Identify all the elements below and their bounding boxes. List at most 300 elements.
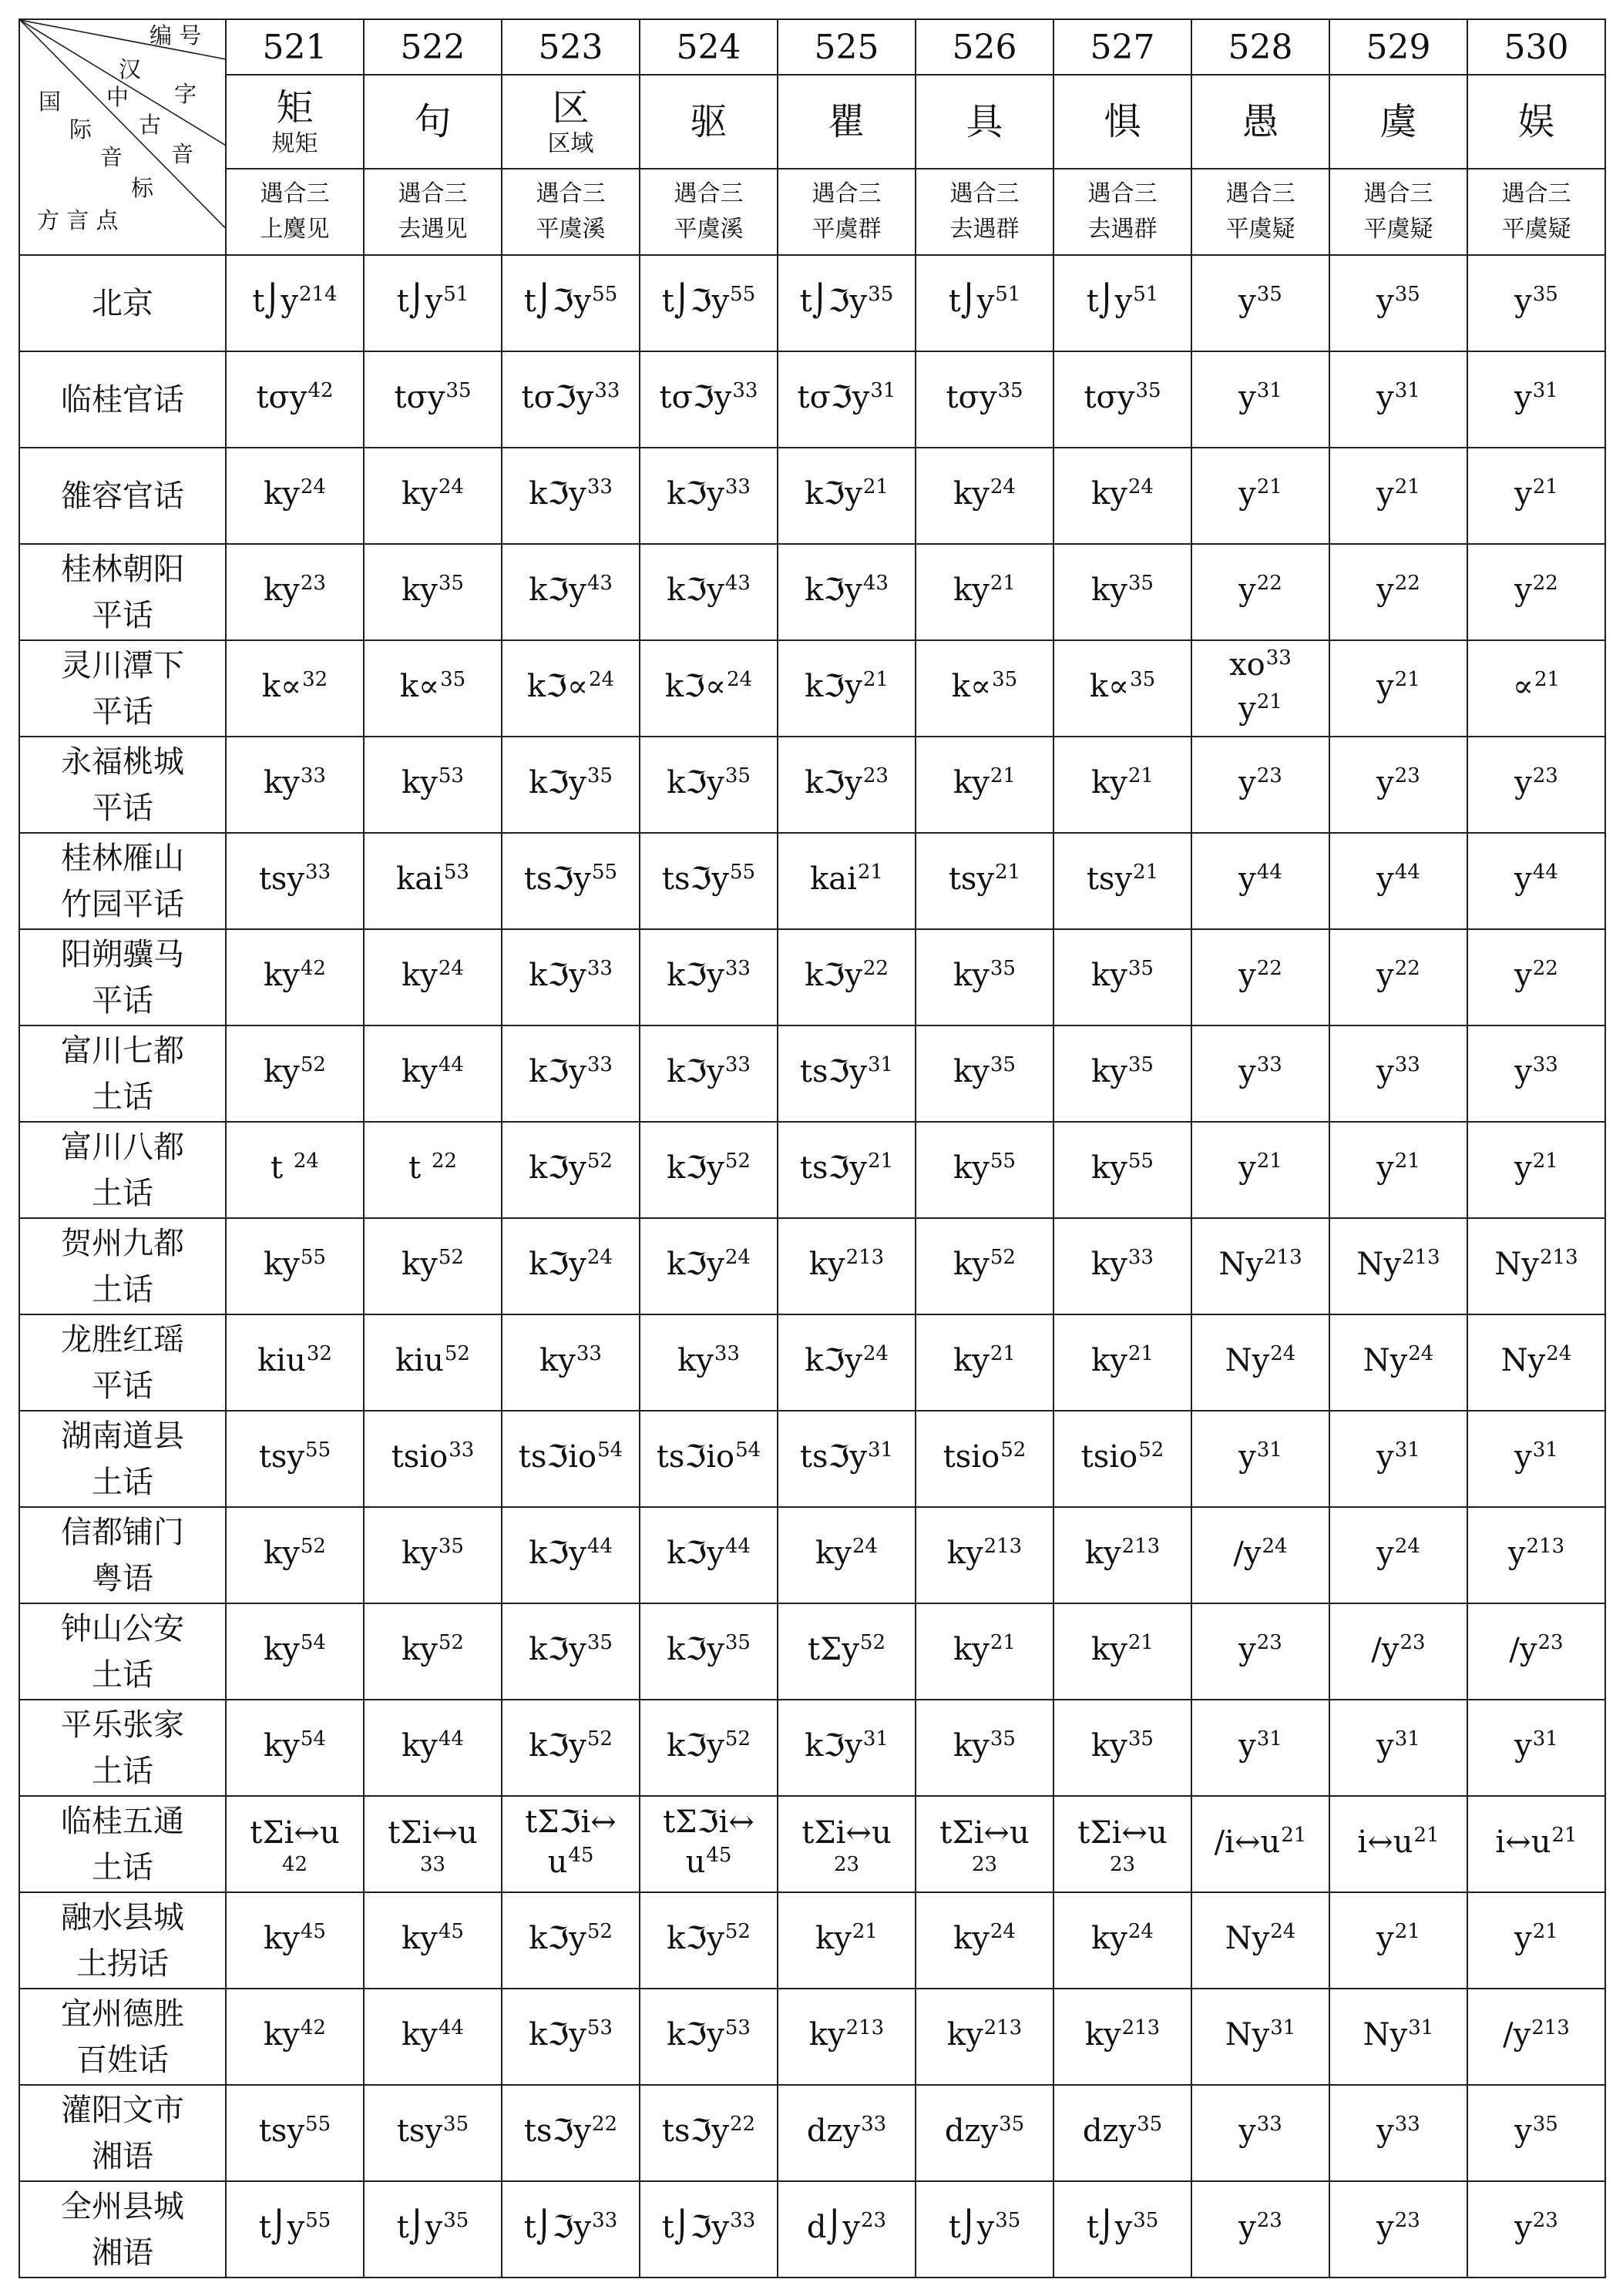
tone-value: 22 bbox=[431, 1150, 457, 1173]
pronunciation-cell bbox=[1329, 1218, 1467, 1314]
pronunciation-cell bbox=[1191, 1700, 1329, 1796]
pronunciation-cell bbox=[364, 2181, 502, 2278]
pronunciation-reading bbox=[227, 955, 363, 999]
pronunciation-cell bbox=[364, 833, 502, 929]
tone-value: 42 bbox=[281, 1852, 308, 1876]
middle-chinese-line: 平虞溪 bbox=[536, 216, 606, 243]
reading-segment: ky bbox=[1091, 1343, 1127, 1378]
pronunciation-reading bbox=[640, 763, 777, 807]
char-number: 521 bbox=[226, 19, 364, 75]
tone-value: 51 bbox=[443, 283, 469, 306]
reading-segment: kℑy bbox=[529, 1150, 586, 1186]
middle-chinese-line: 遇合三 bbox=[1087, 180, 1158, 207]
tone-value: 55 bbox=[990, 1150, 1016, 1173]
reading-segment: tΣℑi↔ bbox=[663, 1804, 754, 1840]
reading-segment: kℑy bbox=[805, 476, 862, 512]
tone-value: 24 bbox=[990, 1920, 1016, 1943]
tone-value: 21 bbox=[1394, 1150, 1420, 1173]
tone-value: 22 bbox=[1532, 572, 1558, 595]
pronunciation-reading bbox=[502, 2111, 639, 2155]
tone-value: 21 bbox=[862, 668, 889, 691]
tone-value: 33 bbox=[714, 1342, 740, 1365]
pronunciation-cell bbox=[1467, 833, 1605, 929]
pronunciation-reading bbox=[502, 955, 639, 999]
reading-segment: dzy bbox=[806, 2113, 861, 2149]
pronunciation-cell bbox=[226, 1700, 364, 1796]
pronunciation-cell bbox=[1329, 255, 1467, 351]
pronunciation-reading bbox=[1468, 378, 1605, 421]
tone-value: 44 bbox=[438, 1053, 464, 1076]
pronunciation-cell bbox=[364, 1025, 502, 1122]
pronunciation-reading bbox=[1192, 281, 1329, 325]
dialect-location-line: 湖南道县 bbox=[61, 1418, 184, 1454]
tone-value: 24 bbox=[293, 1150, 319, 1173]
tone-value: 21 bbox=[990, 764, 1016, 787]
pronunciation-cell bbox=[226, 1892, 364, 1989]
dialect-location-line: 富川八都 bbox=[61, 1129, 184, 1165]
pronunciation-cell bbox=[364, 1218, 502, 1314]
pronunciation-cell bbox=[778, 929, 916, 1025]
pronunciation-reading bbox=[640, 570, 777, 614]
tone-value: 35 bbox=[1135, 379, 1161, 402]
tone-value: 52 bbox=[724, 1920, 751, 1943]
pronunciation-cell bbox=[364, 351, 502, 448]
char-number: 530 bbox=[1467, 19, 1605, 75]
reading-segment: Ny bbox=[1363, 1343, 1408, 1378]
dialect-location-line: 平话 bbox=[92, 790, 153, 826]
pronunciation-reading bbox=[1192, 1533, 1329, 1577]
pronunciation-cell bbox=[916, 1122, 1053, 1218]
tone-value: 35 bbox=[1130, 668, 1156, 691]
pronunciation-reading bbox=[916, 2207, 1053, 2251]
tone-value: 55 bbox=[730, 283, 756, 306]
dialect-location-line: 平乐张家 bbox=[61, 1707, 184, 1743]
pronunciation-reading bbox=[916, 1244, 1053, 1288]
dialect-row bbox=[19, 737, 1605, 833]
reading-segment: t bbox=[408, 1150, 431, 1186]
pronunciation-cell bbox=[778, 1507, 916, 1603]
reading-segment: tσℑy bbox=[797, 380, 870, 415]
tone-value: 45 bbox=[706, 1844, 732, 1867]
reading-segment: y bbox=[1238, 380, 1256, 415]
tone-value: 55 bbox=[305, 1438, 331, 1462]
pronunciation-cell bbox=[640, 1025, 778, 1122]
tone-value: 42 bbox=[300, 2016, 326, 2039]
pronunciation-cell bbox=[1467, 1314, 1605, 1411]
pronunciation-reading bbox=[1468, 281, 1605, 325]
pronunciation-reading bbox=[1054, 1341, 1191, 1385]
pronunciation-cell bbox=[502, 1218, 640, 1314]
dialect-row bbox=[19, 255, 1605, 351]
reading-segment: tsℑy bbox=[799, 1150, 867, 1186]
tone-value: 33 bbox=[586, 475, 613, 498]
pronunciation-reading bbox=[1330, 1822, 1467, 1866]
tone-value: 35 bbox=[997, 379, 1023, 402]
tone-value: 24 bbox=[1127, 1920, 1154, 1943]
dialect-row bbox=[19, 1989, 1605, 2085]
pronunciation-reading bbox=[365, 955, 501, 999]
pronunciation-cell bbox=[640, 833, 778, 929]
tone-value: 22 bbox=[1532, 957, 1558, 980]
tone-value: 55 bbox=[592, 283, 618, 306]
dialect-location-line: 灌阳文市 bbox=[61, 2092, 184, 2128]
pronunciation-reading bbox=[1330, 570, 1467, 614]
tone-value: 52 bbox=[438, 1246, 464, 1269]
pronunciation-reading bbox=[1330, 2015, 1467, 2059]
pronunciation-reading bbox=[227, 1726, 363, 1770]
pronunciation-cell bbox=[1053, 833, 1191, 929]
middle-chinese-category bbox=[1191, 169, 1329, 255]
corner-label-yin-zhonggu: 音 bbox=[171, 141, 194, 167]
pronunciation-cell bbox=[1467, 1122, 1605, 1218]
tone-value: 21 bbox=[1127, 764, 1154, 787]
pronunciation-cell bbox=[226, 929, 364, 1025]
tone-value: 52 bbox=[300, 1053, 326, 1076]
reading-segment: t⌡y bbox=[396, 2210, 443, 2245]
pronunciation-reading bbox=[1054, 1533, 1191, 1577]
pronunciation-reading bbox=[365, 1918, 501, 1962]
reading-segment: ky bbox=[539, 1343, 576, 1378]
dialect-row bbox=[19, 1122, 1605, 1218]
pronunciation-cell bbox=[640, 1507, 778, 1603]
tone-value: 52 bbox=[1000, 1438, 1027, 1462]
reading-segment: y bbox=[1514, 1728, 1532, 1764]
middle-chinese-category bbox=[502, 169, 640, 255]
pronunciation-cell bbox=[1467, 1507, 1605, 1603]
pronunciation-cell bbox=[502, 2085, 640, 2181]
reading-segment: k∝ bbox=[261, 669, 302, 704]
character-cell bbox=[640, 75, 778, 169]
tone-value: 55 bbox=[305, 2113, 331, 2136]
pronunciation-reading bbox=[916, 1533, 1053, 1577]
tone-value: 54 bbox=[300, 1727, 326, 1751]
pronunciation-cell bbox=[502, 929, 640, 1025]
pronunciation-cell bbox=[1191, 255, 1329, 351]
pronunciation-reading bbox=[502, 281, 639, 325]
reading-segment: /y bbox=[1503, 2017, 1531, 2053]
pronunciation-reading bbox=[1054, 1244, 1191, 1288]
pronunciation-reading bbox=[640, 1726, 777, 1770]
pronunciation-cell bbox=[1329, 1507, 1467, 1603]
corner-label-yin-intl: 音 bbox=[100, 144, 123, 170]
reading-segment: kℑy bbox=[529, 1054, 586, 1089]
pronunciation-cell bbox=[1467, 1700, 1605, 1796]
pronunciation-cell bbox=[778, 833, 916, 929]
pronunciation-cell bbox=[640, 1796, 778, 1892]
pronunciation-cell bbox=[226, 1122, 364, 1218]
reading-segment: tsℑy bbox=[661, 2113, 729, 2149]
reading-segment: tΣi↔u bbox=[1077, 1814, 1168, 1851]
pronunciation-cell bbox=[1053, 1218, 1191, 1314]
reading-segment: kℑy bbox=[805, 1728, 862, 1764]
middle-chinese-line: 平虞疑 bbox=[1363, 216, 1433, 243]
tone-value: 44 bbox=[724, 1535, 751, 1558]
middle-chinese-line: 去遇见 bbox=[398, 216, 468, 243]
tone-value: 31 bbox=[870, 379, 896, 402]
pronunciation-reading bbox=[778, 763, 915, 807]
pronunciation-cell bbox=[916, 544, 1053, 640]
pronunciation-cell bbox=[1191, 351, 1329, 448]
reading-segment: kℑy bbox=[529, 1632, 586, 1667]
reading-segment: kiu bbox=[395, 1343, 444, 1378]
tone-value: 33 bbox=[724, 957, 751, 980]
reading-segment: tσy bbox=[1084, 380, 1135, 415]
reading-segment: t bbox=[270, 1150, 293, 1186]
pronunciation-cell bbox=[502, 737, 640, 833]
reading-segment: Ny bbox=[1500, 1343, 1546, 1378]
tone-value: 33 bbox=[1127, 1246, 1154, 1269]
pronunciation-reading bbox=[1468, 1630, 1605, 1673]
dialect-location bbox=[19, 2085, 226, 2181]
reading-segment: y bbox=[1238, 1728, 1256, 1764]
tone-value: 24 bbox=[1408, 1342, 1434, 1365]
pronunciation-reading bbox=[502, 1842, 639, 1886]
reading-segment: ∕y bbox=[1233, 1536, 1262, 1571]
dialect-location bbox=[19, 833, 226, 929]
reading-segment: tΣi↔u bbox=[939, 1814, 1030, 1851]
dialect-location-line: 粤语 bbox=[92, 1560, 153, 1596]
dialect-location-line: 信都铺门 bbox=[61, 1514, 184, 1550]
pronunciation-cell bbox=[916, 2085, 1053, 2181]
reading-segment: kℑy bbox=[667, 572, 724, 608]
tone-value: 52 bbox=[444, 1342, 470, 1365]
reading-segment: ky bbox=[1091, 958, 1127, 993]
tone-value: 35 bbox=[990, 1727, 1016, 1751]
pronunciation-cell bbox=[916, 640, 1053, 737]
pronunciation-reading bbox=[365, 1630, 501, 1673]
reading-segment: y bbox=[1238, 284, 1256, 319]
pronunciation-reading bbox=[227, 1533, 363, 1577]
pronunciation-cell bbox=[1191, 1507, 1329, 1603]
tone-value: 33 bbox=[1532, 1053, 1558, 1076]
reading-segment: kai bbox=[396, 861, 443, 897]
pronunciation-cell bbox=[226, 255, 364, 351]
pronunciation-cell bbox=[640, 1700, 778, 1796]
tone-value: 52 bbox=[990, 1246, 1016, 1269]
tone-value: 33 bbox=[1394, 2113, 1420, 2136]
tone-value: 35 bbox=[1127, 1727, 1154, 1751]
pronunciation-reading bbox=[365, 1726, 501, 1770]
middle-chinese-line: 上麌见 bbox=[260, 216, 330, 243]
reading-segment: t⌡ℑy bbox=[661, 2210, 730, 2245]
pronunciation-reading bbox=[640, 1437, 777, 1481]
tone-value: 24 bbox=[1394, 1535, 1420, 1558]
pronunciation-cell bbox=[640, 1314, 778, 1411]
dialect-location-line: 临桂五通 bbox=[61, 1803, 184, 1839]
tone-value: 51 bbox=[995, 283, 1021, 306]
reading-segment: ky bbox=[677, 1343, 714, 1378]
tone-value: 35 bbox=[1256, 283, 1282, 306]
reading-segment: y bbox=[1238, 1054, 1256, 1089]
tone-value: 53 bbox=[438, 764, 464, 787]
middle-chinese-category bbox=[226, 169, 364, 255]
tone-value: 43 bbox=[586, 572, 613, 595]
tone-value: 33 bbox=[586, 957, 613, 980]
reading-segment: kℑy bbox=[667, 1728, 724, 1764]
pronunciation-cell bbox=[1053, 2085, 1191, 2181]
pronunciation-cell bbox=[1053, 255, 1191, 351]
tone-value: 24 bbox=[852, 1535, 878, 1558]
character-cell bbox=[1467, 75, 1605, 169]
reading-segment: tsio bbox=[943, 1439, 1000, 1475]
tone-value: 33 bbox=[576, 1342, 602, 1365]
tone-value: 52 bbox=[724, 1727, 751, 1751]
pronunciation-cell bbox=[1053, 1507, 1191, 1603]
pronunciation-reading bbox=[778, 1244, 915, 1288]
dialect-row bbox=[19, 1218, 1605, 1314]
reading-segment: kℑy bbox=[805, 1343, 862, 1378]
pronunciation-reading bbox=[227, 1244, 363, 1288]
reading-segment: ky bbox=[953, 572, 990, 608]
pronunciation-reading bbox=[1054, 1726, 1191, 1770]
reading-segment: y bbox=[1376, 1150, 1394, 1186]
pronunciation-reading bbox=[1468, 955, 1605, 999]
pronunciation-cell bbox=[916, 1796, 1053, 1892]
tone-value: 213 bbox=[1121, 2016, 1161, 2039]
pronunciation-cell bbox=[502, 640, 640, 737]
tone-value: 24 bbox=[438, 475, 464, 498]
reading-segment: t⌡y bbox=[1086, 2210, 1133, 2245]
dialect-location-line: 土话 bbox=[92, 1464, 153, 1500]
pronunciation-cell bbox=[364, 1314, 502, 1411]
pronunciation-reading bbox=[1192, 2207, 1329, 2251]
tone-value: 35 bbox=[1394, 283, 1420, 306]
pronunciation-cell bbox=[502, 1603, 640, 1700]
reading-segment: y bbox=[1376, 1054, 1394, 1089]
dialect-location-line: 平话 bbox=[92, 982, 153, 1019]
dialect-location bbox=[19, 1507, 226, 1603]
pronunciation-cell bbox=[502, 1796, 640, 1892]
pronunciation-reading bbox=[1330, 763, 1467, 807]
reading-segment: Ny bbox=[1356, 1247, 1401, 1282]
dialect-location-line: 宜州德胜 bbox=[61, 1996, 184, 2032]
reading-segment: y bbox=[1238, 1439, 1256, 1475]
tone-value: 33 bbox=[419, 1852, 446, 1876]
pronunciation-reading bbox=[1054, 281, 1191, 325]
tone-value: 32 bbox=[302, 668, 328, 691]
pronunciation-cell bbox=[1191, 833, 1329, 929]
dialect-location-line: 平话 bbox=[92, 693, 153, 730]
pronunciation-cell bbox=[1053, 351, 1191, 448]
pronunciation-cell bbox=[364, 1122, 502, 1218]
tone-value: 55 bbox=[300, 1246, 326, 1269]
reading-segment: t⌡ℑy bbox=[661, 284, 730, 319]
dialect-row bbox=[19, 2181, 1605, 2278]
reading-segment: Ny bbox=[1225, 1343, 1270, 1378]
reading-segment: tsio bbox=[391, 1439, 449, 1475]
pronunciation-cell bbox=[916, 1700, 1053, 1796]
reading-segment: kℑ∝ bbox=[526, 669, 589, 704]
tone-value: 214 bbox=[298, 283, 338, 306]
tone-value: 35 bbox=[1532, 2113, 1558, 2136]
dialect-row bbox=[19, 1796, 1605, 1892]
tone-value: 22 bbox=[862, 957, 889, 980]
character-main: 具 bbox=[966, 100, 1003, 143]
pronunciation-cell bbox=[778, 1025, 916, 1122]
reading-segment: k∝ bbox=[399, 669, 440, 704]
pronunciation-cell bbox=[1191, 2085, 1329, 2181]
pronunciation-cell bbox=[1191, 448, 1329, 544]
reading-segment: y bbox=[1376, 284, 1394, 319]
dialect-row bbox=[19, 1603, 1605, 1700]
dialect-row bbox=[19, 351, 1605, 448]
pronunciation-reading bbox=[1330, 666, 1467, 710]
reading-segment: tsy bbox=[258, 861, 305, 897]
pronunciation-cell bbox=[1467, 2085, 1605, 2181]
tone-value: 52 bbox=[586, 1727, 613, 1751]
pronunciation-cell bbox=[502, 351, 640, 448]
pronunciation-reading bbox=[1330, 474, 1467, 518]
tone-value: 53 bbox=[724, 2016, 751, 2039]
pronunciation-cell bbox=[1191, 640, 1329, 737]
pronunciation-cell bbox=[1467, 255, 1605, 351]
reading-segment: kℑy bbox=[667, 1150, 724, 1186]
pronunciation-reading bbox=[916, 2015, 1053, 2059]
tone-value: 35 bbox=[990, 1053, 1016, 1076]
tone-value: 35 bbox=[990, 957, 1016, 980]
reading-segment: ky bbox=[1084, 2017, 1121, 2053]
pronunciation-cell bbox=[1191, 1603, 1329, 1700]
tone-value: 35 bbox=[724, 764, 751, 787]
pronunciation-reading bbox=[227, 763, 363, 807]
reading-segment: kℑy bbox=[667, 1536, 724, 1571]
tone-value: 23 bbox=[1109, 1852, 1136, 1876]
tone-value: 33 bbox=[1256, 2113, 1282, 2136]
pronunciation-reading bbox=[640, 1918, 777, 1962]
character-main: 娱 bbox=[1517, 100, 1555, 143]
dialect-location bbox=[19, 2181, 226, 2278]
dialect-location-line: 临桂官话 bbox=[61, 381, 184, 418]
reading-segment: tsℑy bbox=[523, 861, 591, 897]
reading-segment: ky bbox=[402, 476, 438, 512]
reading-segment: t⌡y bbox=[948, 2210, 995, 2245]
reading-segment: y bbox=[1514, 2210, 1532, 2245]
reading-segment: ky bbox=[1091, 765, 1127, 801]
reading-segment: y bbox=[1514, 1439, 1532, 1475]
reading-segment: Ny bbox=[1225, 2017, 1270, 2053]
tone-value: 52 bbox=[859, 1631, 886, 1654]
tone-value: 22 bbox=[1394, 572, 1420, 595]
pronunciation-cell bbox=[226, 1989, 364, 2085]
pronunciation-reading bbox=[1468, 1726, 1605, 1770]
tone-value: 23 bbox=[1532, 2209, 1558, 2232]
pronunciation-reading bbox=[502, 1052, 639, 1096]
reading-segment: ky bbox=[402, 765, 438, 801]
middle-chinese-line: 遇合三 bbox=[812, 180, 882, 207]
tone-value: 21 bbox=[1394, 668, 1420, 691]
tone-value: 44 bbox=[1394, 861, 1420, 884]
pronunciation-reading bbox=[778, 1533, 915, 1577]
tone-value: 213 bbox=[1539, 1246, 1578, 1269]
middle-chinese-line: 遇合三 bbox=[949, 180, 1020, 207]
pronunciation-reading bbox=[1192, 474, 1329, 518]
pronunciation-cell bbox=[502, 448, 640, 544]
tone-value: 22 bbox=[592, 2113, 618, 2136]
dialect-location-line: 土话 bbox=[92, 1271, 153, 1307]
reading-segment: tsℑio bbox=[656, 1439, 735, 1475]
character-main: 惧 bbox=[1104, 100, 1141, 143]
pronunciation-cell bbox=[364, 640, 502, 737]
pronunciation-reading bbox=[778, 1148, 915, 1192]
reading-segment: ky bbox=[264, 1536, 300, 1571]
tone-value: 24 bbox=[1270, 1342, 1296, 1365]
pronunciation-reading bbox=[227, 474, 363, 518]
tone-value: 35 bbox=[1127, 957, 1154, 980]
pronunciation-cell bbox=[640, 2085, 778, 2181]
reading-segment: y bbox=[1376, 1536, 1394, 1571]
reading-segment: ky bbox=[264, 2017, 300, 2053]
pronunciation-reading bbox=[1054, 1437, 1191, 1481]
